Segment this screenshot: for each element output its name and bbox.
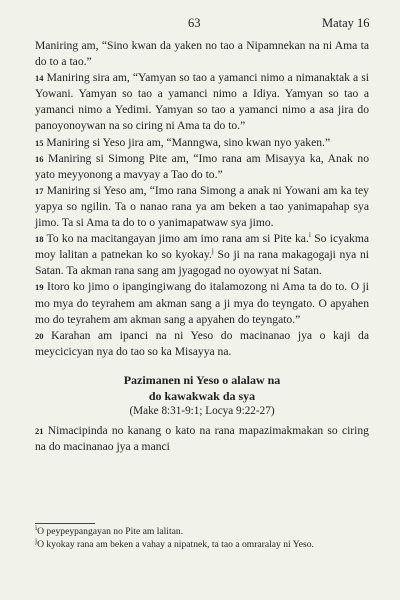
paragraph-13-continued (35, 38, 369, 70)
section-heading (35, 372, 369, 419)
verse-21 (35, 423, 369, 455)
paragraph-text: Karahan am ipanci na ni Yeso do macinanao jya o kaji da meycicicyan nya do tao so ka Misayya na. (35, 328, 369, 358)
verse-number: 19 (35, 282, 44, 293)
paragraph-text: Maniring si Yeso jira am, “Manngwa, sino kwan nyo yaken.” (46, 135, 331, 149)
verse-number: 17 (35, 185, 44, 196)
verse-16 (35, 151, 369, 183)
page-body (35, 38, 369, 455)
verse-19 (35, 279, 369, 327)
paragraph-text: Maniring am, “Sino kwan da yaken no tao a Nipamnekan na ni Ama ta do to a tao.” (35, 39, 369, 69)
paragraph-text: Maniring si Simong Pite am, “Imo rana am Misayya ka, Anak no yato meyyonong a mavyay a Tao do to.” (35, 151, 369, 181)
section-title-line-1: Pazimanen ni Yeso o alalaw na (123, 372, 281, 387)
verse-number: 16 (35, 153, 44, 164)
paragraph-text: Itoro ko jimo o ipangingiwang do italamozong ni Ama ta do to. O ji mo mya do teyrahem am akman sang a ji mya do teyngato. O apyahen mo do teyrahem am akman sang a apyahen do teyngato.” (35, 280, 369, 326)
page-number: 63 (188, 16, 201, 30)
paragraph-text: To ko na macitangayan jimo am imo rana am si Pite ka. (46, 232, 309, 246)
paragraph-text: Maniring sira am, “Yamyan so tao a yamanci nimo a nimanaktak a si Yowani. Yamyan so tao a yamanci nimo a Idiya. Yamyan so tao a yamanci nimo a Yedimi. Yamyan so tao a yamanci nimo a asa jira do panoyonoywan na so ciring ni Ama ta do to.” (35, 71, 370, 133)
footnote-marker: i (35, 522, 38, 532)
page-header (0, 16, 400, 32)
verse-18 (35, 231, 369, 279)
verse-number: 14 (35, 73, 44, 84)
running-head: Matay 16 (322, 16, 370, 30)
footnote-marker: j (35, 535, 38, 545)
footnote-marker[interactable]: i (308, 230, 311, 240)
paragraph-text: Maniring si Yeso am, “Imo rana Simong a anak ni Yowani am ka tey yapya so ngilin. Ta o nanao rana ya am beken a tao yanimapahap sya jimo. Ta si Ama ta do to o yanimapatwaw sya jimo. (35, 183, 369, 230)
verse-number: 15 (35, 137, 44, 148)
footnotes (35, 522, 369, 551)
verse-number: 21 (35, 425, 44, 436)
paragraph-text: So ji na rana makagogaji nya ni Satan. Ta akman rana sang am jyagogad no oyowyat ni Satan. (35, 248, 369, 278)
footnote-text: O peypeypangayan no Pite am lalitan. (37, 526, 184, 537)
footnote-divider (35, 523, 95, 524)
paragraph-text: So icyakma moy lalitan a patnekan ko so kyokay. (35, 232, 369, 262)
footnote-j (35, 535, 369, 552)
section-reference: (Make 8:31-9:1; Locya 9:22-27) (129, 404, 275, 417)
footnote-i (35, 522, 369, 539)
verse-17 (35, 183, 369, 231)
verse-number: 18 (35, 234, 44, 245)
verse-number: 20 (35, 330, 44, 341)
footnote-text: O kyokay rana am beken a vahay a nipatnek, ta tao a omraralay ni Yeso. (37, 538, 314, 550)
section-title-line-2: do kawakwak da sya (148, 388, 256, 403)
paragraph-text: Nimacipinda no kanang o kato na rana mapazimakmakan so ciring na do macinanao jya a manci (35, 423, 369, 453)
verse-15 (35, 135, 369, 151)
verse-14 (35, 70, 369, 134)
verse-20 (35, 328, 369, 360)
footnote-marker[interactable]: j (211, 246, 214, 256)
